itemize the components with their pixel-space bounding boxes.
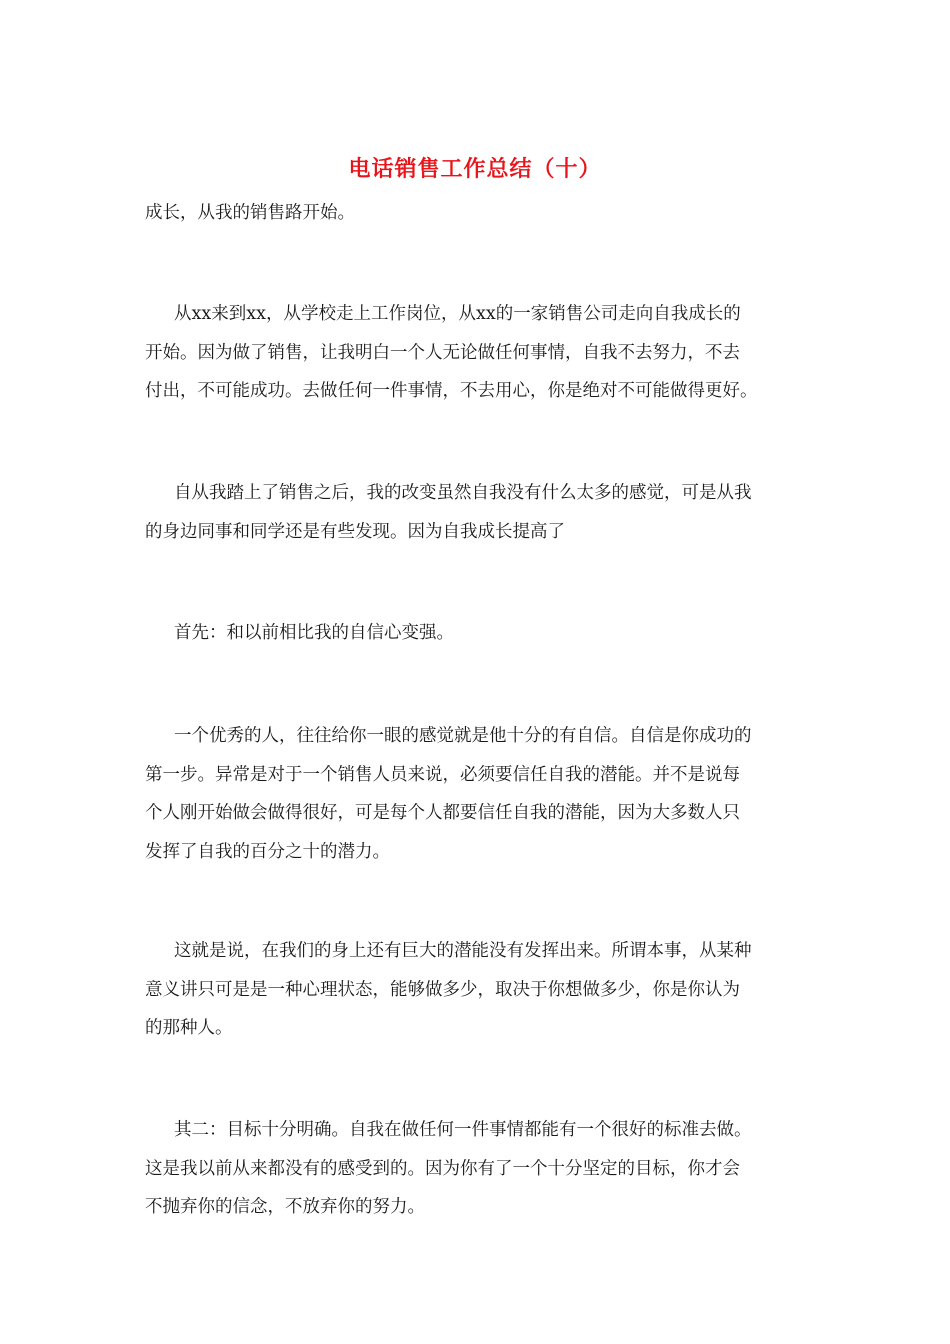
paragraph-line: 开始。因为做了销售，让我明白一个人无论做任何事情，自我不去努力，不去 bbox=[145, 342, 740, 363]
paragraph-5 bbox=[145, 717, 810, 871]
paragraph-line: 这是我以前从来都没有的感受到的。因为你有了一个十分坚定的目标，你才会 bbox=[145, 1158, 740, 1179]
document-title: 电话销售工作总结（十） bbox=[348, 156, 602, 182]
paragraph-line: 这就是说，在我们的身上还有巨大的潜能没有发挥出来。所谓本事，从某种 bbox=[174, 941, 752, 961]
paragraph-line: 从xx来到xx，从学校走上工作岗位，从xx的一家销售公司走向自我成长的 bbox=[174, 304, 741, 324]
paragraph-6 bbox=[145, 932, 810, 1048]
paragraph-line: 付出，不可能成功。去做任何一件事情，不去用心，你是绝对不可能做得更好。 bbox=[145, 381, 758, 401]
paragraph-line: 发挥了自我的百分之十的潜力。 bbox=[145, 841, 390, 862]
paragraph-line: 一个优秀的人，往往给你一眼的感觉就是他十分的有自信。自信是你成功的 bbox=[174, 726, 752, 746]
paragraph-line: 成长，从我的销售路开始。 bbox=[145, 203, 355, 223]
paragraph-line: 不抛弃你的信念，不放弃你的努力。 bbox=[145, 1197, 425, 1217]
paragraph-line: 的那种人。 bbox=[145, 1018, 233, 1038]
paragraph-line: 的身边同事和同学还是有些发现。因为自我成长提高了 bbox=[145, 521, 565, 542]
paragraph-line: 首先：和以前相比我的自信心变强。 bbox=[174, 623, 454, 643]
paragraph-3 bbox=[145, 474, 810, 551]
paragraph-line: 第一步。异常是对于一个销售人员来说，必须要信任自我的潜能。并不是说每 bbox=[145, 764, 740, 785]
paragraph-line: 意义讲只可是是一种心理状态，能够做多少，取决于你想做多少，你是你认为 bbox=[145, 979, 740, 1000]
paragraph-4 bbox=[145, 614, 810, 653]
paragraph-1 bbox=[145, 194, 810, 233]
paragraph-line: 自从我踏上了销售之后，我的改变虽然自我没有什么太多的感觉，可是从我 bbox=[174, 483, 752, 503]
paragraph-7 bbox=[145, 1111, 810, 1227]
paragraph-line: 其二：目标十分明确。自我在做任何一件事情都能有一个很好的标准去做。 bbox=[174, 1120, 752, 1140]
paragraph-line: 个人刚开始做会做得很好，可是每个人都要信任自我的潜能，因为大多数人只 bbox=[145, 803, 740, 823]
paragraph-2 bbox=[145, 295, 810, 411]
